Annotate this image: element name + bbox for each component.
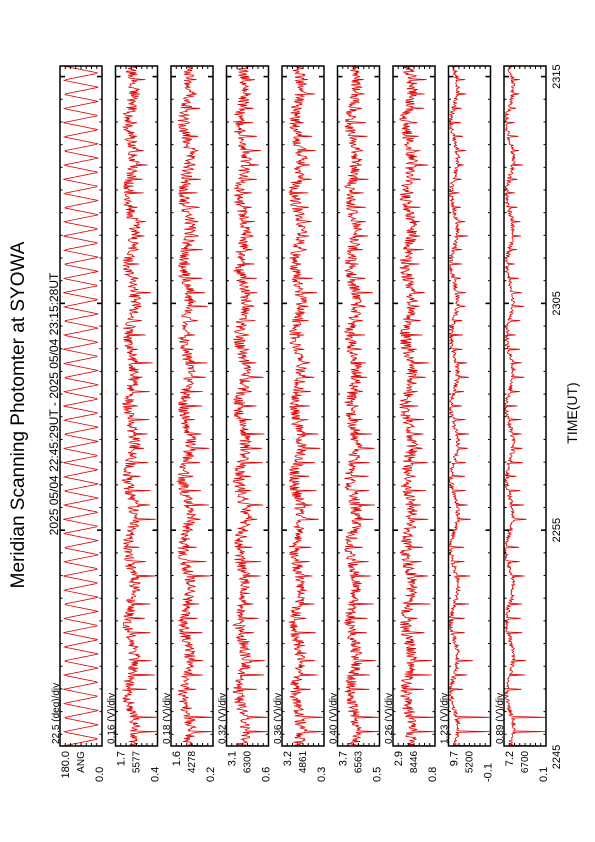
series-line-5577 — [122, 66, 156, 746]
x-tick-label: 2315 — [551, 64, 563, 89]
x-tick-label: 2305 — [551, 291, 563, 316]
panel-6563 — [329, 66, 384, 782]
x-tick-labels — [551, 64, 563, 769]
y-min-label: 0.4 — [149, 766, 162, 782]
panel-6300 — [218, 66, 273, 782]
y-min-label: 0.8 — [427, 766, 439, 782]
panel-4861 — [273, 66, 328, 782]
x-tick-label: 2255 — [551, 517, 563, 543]
panel-4278 — [162, 66, 217, 782]
panels-group — [51, 66, 550, 782]
scale-label: 0.89 (V)/div — [495, 692, 506, 744]
panel-5577 — [107, 66, 162, 782]
y-min-label: -0.1 — [482, 763, 495, 782]
x-axis-label: TIME(UT) — [564, 382, 580, 444]
panel-name-label: 6563 — [353, 750, 365, 774]
scale-label: 0.26 (V)/div — [384, 692, 395, 744]
panel-8446 — [384, 66, 439, 782]
series-line-6700 — [505, 66, 545, 746]
y-max-label: 7.2 — [504, 751, 516, 767]
panel-5200 — [440, 66, 495, 782]
x-tick-label: 2245 — [551, 744, 563, 770]
series-line-4278 — [178, 66, 213, 746]
panel-name-label: 6300 — [242, 750, 254, 774]
panel-name-label: 6700 — [520, 750, 531, 774]
y-max-label: 1.6 — [171, 751, 183, 767]
panel-name-label: 4861 — [298, 750, 309, 774]
panel-name-label: ANG — [76, 751, 87, 773]
panel-6700 — [495, 66, 550, 782]
panel-ANG — [51, 66, 106, 782]
scale-label: 0.16 (V)/div — [106, 692, 118, 744]
y-max-label: 180.0 — [60, 751, 72, 779]
scale-label: 0.40 (V)/div — [328, 692, 340, 744]
y-min-label: 0.3 — [316, 766, 328, 782]
scale-label: 0.18 (V)/div — [162, 692, 173, 744]
series-line-ANG — [63, 66, 98, 746]
y-max-label: 2.9 — [393, 751, 405, 767]
panel-name-label: 5577 — [131, 750, 143, 774]
y-min-label: 0.6 — [260, 766, 273, 782]
series-line-8446 — [400, 66, 435, 746]
series-line-5200 — [449, 66, 489, 746]
y-min-label: 0.0 — [94, 766, 106, 782]
figure-subtitle: 2025 05/04 22:45:29UT - 2025 05/04 23:15:28UT — [47, 272, 61, 536]
scale-label: 1.23 (V)/div — [439, 692, 451, 744]
scale-label: 0.36 (V)/div — [273, 692, 284, 744]
scale-label: 0.32 (V)/div — [217, 692, 229, 744]
y-max-label: 3.1 — [226, 751, 239, 767]
scale-label: 22.5 (deg)/div — [51, 682, 62, 744]
y-min-label: 0.1 — [538, 766, 550, 782]
panel-name-label: 8446 — [409, 750, 420, 774]
figure-title: Meridian Scanning Photomter at SYOWA — [8, 241, 29, 589]
y-max-label: 1.7 — [115, 751, 128, 767]
panel-frame — [171, 66, 213, 746]
panel-name-label: 4278 — [187, 750, 198, 774]
series-line-6300 — [233, 66, 268, 746]
series-line-4861 — [289, 66, 324, 746]
y-min-label: 0.5 — [371, 766, 384, 782]
panel-frame — [60, 66, 102, 746]
panel-name-label: 5200 — [464, 750, 476, 774]
y-max-label: 9.7 — [448, 751, 461, 767]
y-min-label: 0.2 — [205, 766, 217, 782]
y-max-label: 3.7 — [337, 751, 350, 767]
y-max-label: 3.2 — [282, 751, 294, 767]
series-line-6563 — [344, 66, 379, 746]
